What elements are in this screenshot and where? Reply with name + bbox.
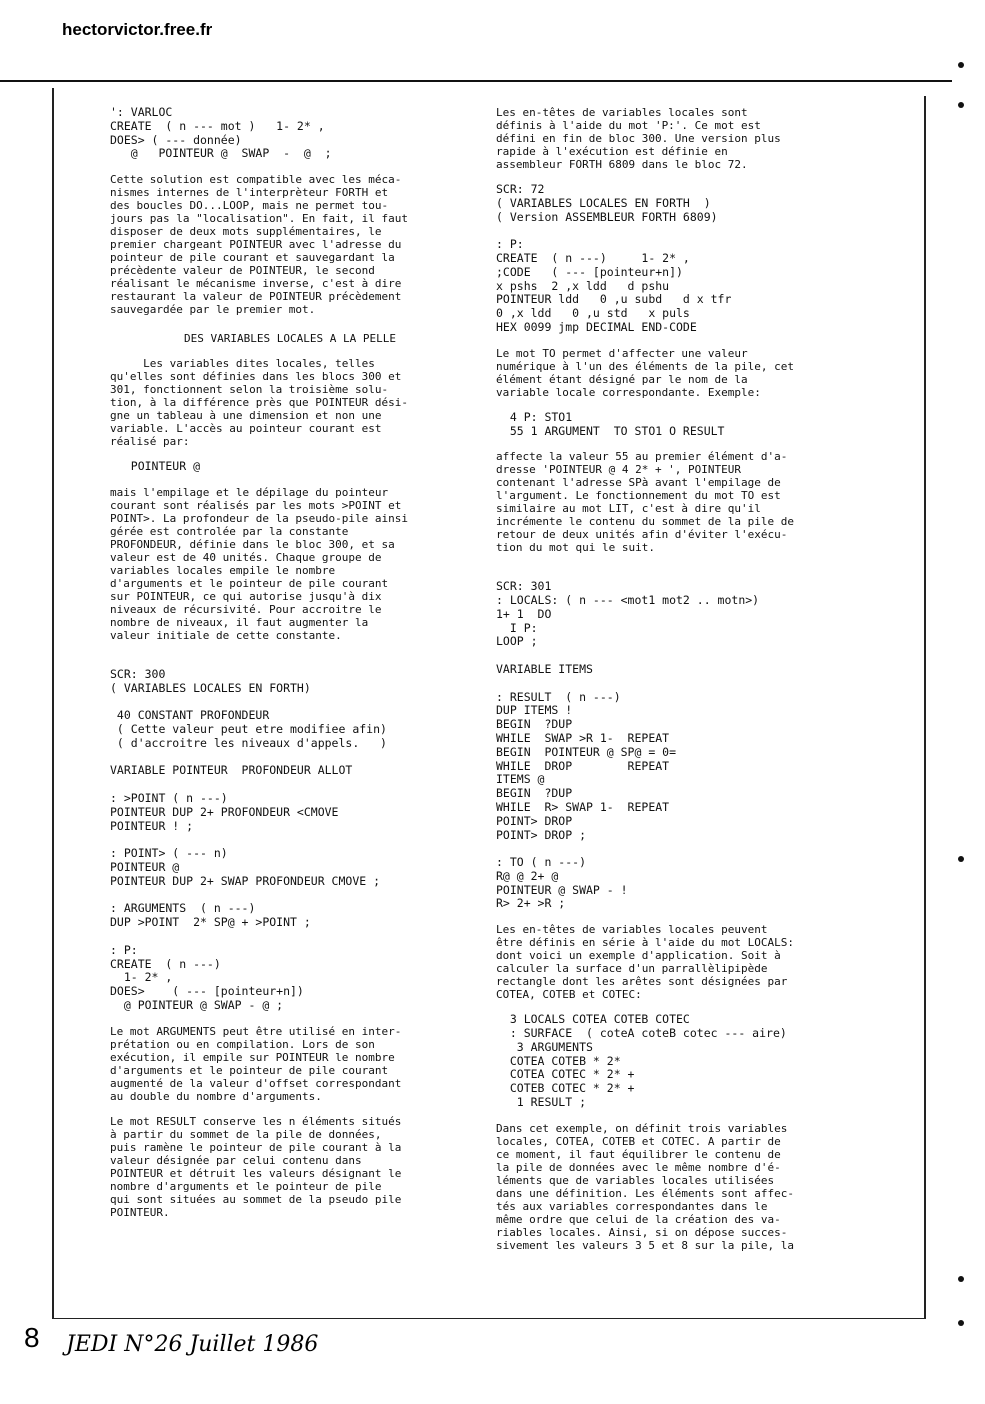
speck-mark (958, 102, 964, 108)
text-line: qu'elles sont définies dans les blocs 300 et (110, 370, 402, 384)
code-line (110, 889, 470, 903)
text-line: valeur désignée par celui contenu dans (110, 1153, 362, 1167)
code-line: : P: (496, 237, 524, 252)
code-line: 1+ 1 DO (496, 606, 552, 621)
text-line: numérique à l'un des éléments de la pile, cet (496, 359, 795, 373)
paragraph (110, 1115, 470, 1219)
text-line: tés aux variables correspondantes dans le (496, 1199, 768, 1213)
text-line: à partir du sommet de la pile de données, (110, 1127, 382, 1141)
text-line: mais l'empilage et le dépilage du pointeur (110, 485, 389, 499)
text-line: léments que de variables locales utilisées (496, 1173, 775, 1187)
text-line: contenant l'adresse SPà avant l'empilage de (496, 476, 781, 490)
code-line: : RESULT ( n ---) (496, 689, 621, 704)
code-line: 3 LOCALS COTEA COTEB COTEC (496, 1012, 690, 1027)
text-line: ce moment, il faut équilibrer le contenu de (496, 1147, 781, 1161)
text-line: variable. L'accès au pointeur courant est (110, 422, 382, 436)
code-line: 55 1 ARGUMENT TO STO1 O RESULT (496, 423, 725, 438)
code-line: VARIABLE ITEMS (496, 661, 593, 676)
right-column (496, 106, 856, 1264)
code-listing (496, 566, 856, 911)
code-line: POINT> DROP (496, 813, 573, 828)
text-line: disposer de deux mots supplémentaires, le (110, 225, 382, 239)
code-line: : >POINT ( n ---) (110, 790, 228, 805)
code-line: : POINT> ( --- n) (110, 846, 228, 861)
text-line: assembleur FORTH 6809 dans le bloc 72. (496, 158, 748, 171)
text-line: affecte la valeur 55 au premier élément d'a- (496, 450, 788, 464)
text-line: PROFONDEUR, définie dans le bloc 300, et sa (110, 537, 395, 551)
code-line: ( VARIABLES LOCALES EN FORTH ) (496, 195, 711, 210)
text-line: POINTEUR. (110, 1205, 170, 1219)
paragraph (496, 347, 856, 399)
paragraph (110, 1025, 470, 1103)
code-line: BEGIN POINTEUR @ SP@ = 0= (496, 744, 677, 759)
code-line: HEX 0099 jmp DECIMAL END-CODE (496, 319, 697, 334)
code-line: POINTEUR @ (110, 459, 201, 474)
code-line: ( d'accroitre les niveaux d'appels. ) (110, 735, 387, 750)
code-listing (110, 654, 470, 1013)
code-line: CREATE ( n ---) (110, 956, 221, 971)
code-line (496, 677, 856, 691)
text-line: l'argument. Le fonctionnement du mot TO est (496, 489, 781, 503)
text-line: courant sont réalisés par les mots >POINT et (110, 498, 402, 512)
code-line: @ POINTEUR @ SWAP - @ ; (110, 997, 284, 1012)
code-line: DOES> ( --- donnée) (110, 132, 242, 147)
code-line: COTEA COTEC * 2* + (496, 1067, 635, 1082)
text-line: au double du nombre d'arguments. (110, 1089, 322, 1103)
paragraph (496, 1122, 856, 1252)
code-line: BEGIN ?DUP (496, 717, 573, 732)
code-line: POINTEUR DUP 2+ SWAP PROFONDEUR CMOVE ; (110, 873, 381, 888)
text-line: nombre d'arguments et le pointeur de pile (110, 1179, 382, 1193)
code-line: POINTEUR ldd 0 ,u subd d x tfr (496, 292, 732, 307)
code-line: DOES> ( --- [pointeur+n]) (110, 984, 304, 999)
code-line: ': VARLOC (110, 105, 173, 119)
text-line: variables locales empile le nombre (110, 563, 336, 577)
code-line: DUP ITEMS ! (496, 703, 573, 718)
text-line: POINTEUR et détruit les valeurs désignant le (110, 1166, 402, 1180)
code-line: R@ @ 2+ @ (496, 868, 559, 883)
page-number: 8 (24, 1322, 40, 1353)
code-line (496, 224, 856, 238)
code-line: 1- 2* , (110, 970, 173, 985)
code-line: : ARGUMENTS ( n ---) (110, 901, 256, 916)
text-line: gérée est controlée par la constante (110, 524, 349, 538)
text-line: augmenté de la valeur d'offset correspondant (110, 1076, 402, 1090)
section-heading: DES VARIABLES LOCALES A LA PELLE (184, 332, 396, 346)
text-line: rapide à l'exécution est définie en (496, 145, 728, 158)
text-line: dont voici un exemple d'application. Soit à (496, 949, 781, 963)
text-line: nismes internes de l'interprèteur FORTH et (110, 186, 389, 200)
code-line: COTEA COTEB * 2* (496, 1053, 621, 1068)
paragraph (496, 923, 856, 1001)
text-line: Les variables dites locales, telles (110, 357, 375, 371)
text-line: POINT>. La profondeur de la pseudo-pile ainsi (110, 511, 409, 525)
code-line (496, 649, 856, 663)
text-line: valeur initiale de cette constante. (110, 628, 342, 642)
code-line: WHILE R> SWAP 1- REPEAT (496, 799, 670, 814)
code-line: POINTEUR ! ; (110, 818, 194, 833)
text-line: jours pas la "localisation". En fait, il faut (110, 212, 409, 226)
code-line: LOOP ; (496, 634, 538, 649)
code-line: ITEMS @ (496, 772, 545, 787)
text-line: rectangle dont les arêtes sont désignées par (496, 975, 788, 989)
text-line: précèdente valeur de POINTEUR, le second (110, 264, 375, 278)
text-line: Le mot RESULT conserve les n éléments situés (110, 1114, 402, 1128)
code-line: WHILE DROP REPEAT (496, 758, 670, 773)
code-line: 0 ,x ldd 0 ,u std x puls (496, 306, 690, 321)
code-line: POINTEUR @ (110, 859, 180, 874)
text-line: tion, à la différence près que POINTEUR dési- (110, 396, 409, 410)
speck-mark (958, 856, 964, 862)
text-line: incrémente le contenu du sommet de la pile de (496, 515, 795, 529)
text-line: même ordre que celui de la création des va- (496, 1212, 781, 1226)
text-line: retour de deux unités afin d'éviter l'exécu- (496, 528, 788, 542)
code-listing (496, 183, 856, 335)
code-line: x pshs 2 ,x ldd d pshu (496, 278, 670, 293)
text-line: tion du mot qui le suit. (496, 541, 655, 555)
text-line: premier chargeant POINTEUR avec l'adresse du (110, 238, 402, 252)
code-line: 3 ARGUMENTS (496, 1039, 593, 1054)
code-line: POINT> DROP ; (496, 827, 587, 842)
code-listing (496, 1013, 856, 1110)
text-line: nombre de niveaux, il faut augmenter la (110, 615, 369, 629)
code-line: BEGIN ?DUP (496, 786, 573, 801)
code-line (110, 695, 470, 709)
code-line: WHILE SWAP >R 1- REPEAT (496, 730, 670, 745)
text-line: 301, fonctionnent selon la troisième solu- (110, 383, 389, 397)
text-line: COTEA, COTEB et COTEC: (496, 988, 642, 1002)
text-line: similaire au mot LIT, c'est à dire qu'il (496, 502, 761, 516)
code-line: : TO ( n ---) (496, 855, 587, 870)
text-line: défini en fin de bloc 300. Une version plus (496, 132, 781, 145)
site-watermark: hectorvictor.free.fr (62, 20, 213, 39)
text-line: exécution, il empile sur POINTEUR le nombre (110, 1050, 395, 1064)
code-line (496, 566, 856, 580)
text-line: Cette solution est compatible avec les méca- (110, 173, 402, 187)
code-line: : SURFACE ( coteA coteB cotec --- aire) (496, 1026, 787, 1041)
text-line: la pile de données avec le même nombre d'é- (496, 1160, 781, 1174)
code-line (110, 833, 470, 847)
code-line: POINTEUR @ SWAP - ! (496, 882, 628, 897)
code-line: ( VARIABLES LOCALES EN FORTH) (110, 680, 311, 695)
code-line: 4 P: STO1 (496, 409, 573, 424)
text-line: niveaux de récursivité. Pour accroitre le (110, 602, 382, 616)
code-line (110, 654, 470, 668)
right-border (924, 96, 926, 1318)
top-rule (0, 80, 952, 82)
text-line: locales, COTEA, COTEB et COTEC. A partir de (496, 1134, 781, 1148)
paragraph (496, 106, 856, 171)
code-line: SCR: 301 (496, 579, 552, 594)
text-line: d'arguments et le pointeur de pile courant (110, 1063, 389, 1077)
code-listing (110, 460, 470, 474)
code-line: 40 CONSTANT PROFONDEUR (110, 708, 270, 723)
speck-mark (958, 1276, 964, 1282)
text-line: Le mot ARGUMENTS peut être utilisé en inter- (110, 1024, 402, 1038)
code-line: CREATE ( n --- mot ) 1- 2* , (110, 118, 325, 133)
code-listing (496, 411, 856, 439)
text-line: gne un tableau à une dimension et non une (110, 409, 382, 423)
code-listing (110, 106, 470, 161)
text-line: élément étant désigné par le nom de la (496, 372, 748, 386)
text-line: des boucles DO...LOOP, mais ne permet tou- (110, 199, 389, 213)
paragraph (110, 173, 470, 316)
text-line: réalisant le mécanisme inverse, c'est à dire (110, 277, 402, 291)
code-line (110, 930, 470, 944)
text-line: riables locales. Ainsi, si on dépose succes- (496, 1225, 788, 1239)
code-line: ;CODE ( --- [pointeur+n]) (496, 264, 683, 279)
left-border (52, 88, 54, 1318)
code-line: I P: (496, 620, 538, 635)
text-line: Dans cet exemple, on définit trois variables (496, 1121, 788, 1135)
code-line: POINTEUR DUP 2+ PROFONDEUR <CMOVE (110, 804, 339, 819)
code-line: DUP >POINT 2* SP@ + >POINT ; (110, 915, 311, 930)
left-column (110, 106, 470, 1231)
text-line: dresse 'POINTEUR @ 4 2* + ', POINTEUR (496, 463, 742, 477)
text-line: sauvegardée par le premier mot. (110, 303, 316, 317)
code-line: SCR: 300 (110, 666, 166, 681)
text-line: être définis en série à l'aide du mot LOCALS: (496, 936, 795, 950)
code-line: SCR: 72 (496, 182, 545, 196)
speck-mark (958, 62, 964, 68)
code-line: ( Version ASSEMBLEUR FORTH 6809) (496, 209, 718, 224)
paragraph (496, 450, 856, 554)
text-line: puis ramène le pointeur de pile courant à la (110, 1140, 402, 1154)
code-line: 1 RESULT ; (496, 1095, 587, 1110)
text-line: valeur est de 40 unités. Chaque groupe de (110, 550, 382, 564)
text-line: réalisé par: (110, 435, 190, 449)
code-line: @ POINTEUR @ SWAP - @ ; (110, 146, 332, 161)
text-line: qui sont situées au sommet de la pseudo pile (110, 1192, 402, 1206)
code-line: CREATE ( n ---) 1- 2* , (496, 250, 690, 265)
bottom-border (52, 1318, 926, 1319)
code-line (110, 778, 470, 792)
text-line: calculer la surface d'un parrallèlipipède (496, 962, 768, 976)
code-line (496, 842, 856, 856)
text-line: Les en-têtes de variables locales sont (496, 106, 748, 119)
journal-signature: JEDI N°26 Juillet 1986 (66, 1332, 319, 1357)
text-line: Les en-têtes de variables locales peuvent (496, 923, 768, 937)
text-line: Le mot TO permet d'affecter une valeur (496, 346, 748, 360)
text-line: variable locale correspondante. Exemple: (496, 385, 761, 399)
code-line: : LOCALS: ( n --- <mot1 mot2 .. motn>) (496, 592, 760, 607)
text-line: dans une définition. Les éléments sont affec- (496, 1186, 795, 1200)
code-line: R> 2+ >R ; (496, 896, 566, 911)
text-line: restaurant la valeur de POINTEUR précèdement (110, 290, 402, 304)
code-line: VARIABLE POINTEUR PROFONDEUR ALLOT (110, 763, 353, 778)
paragraph (110, 357, 470, 448)
text-line: sur POINTEUR, ce qui autorise jusqu'à dix (110, 589, 382, 603)
text-line: sivement les valeurs 3 5 et 8 sur la pile, la (496, 1238, 795, 1252)
speck-mark (958, 1320, 964, 1326)
code-line: COTEB COTEC * 2* + (496, 1081, 635, 1096)
code-line (110, 751, 470, 765)
code-line: ( Cette valeur peut etre modifiee afin) (110, 721, 387, 736)
text-line: prétation ou en compilation. Lors de son (110, 1037, 375, 1051)
text-line: définis à l'aide du mot 'P:'. Ce mot est (496, 119, 761, 132)
text-line: pointeur de pile courant et sauvegardant la (110, 251, 395, 265)
code-line: : P: (110, 942, 138, 957)
paragraph (110, 486, 470, 642)
text-line: d'arguments et le pointeur de pile courant (110, 576, 389, 590)
